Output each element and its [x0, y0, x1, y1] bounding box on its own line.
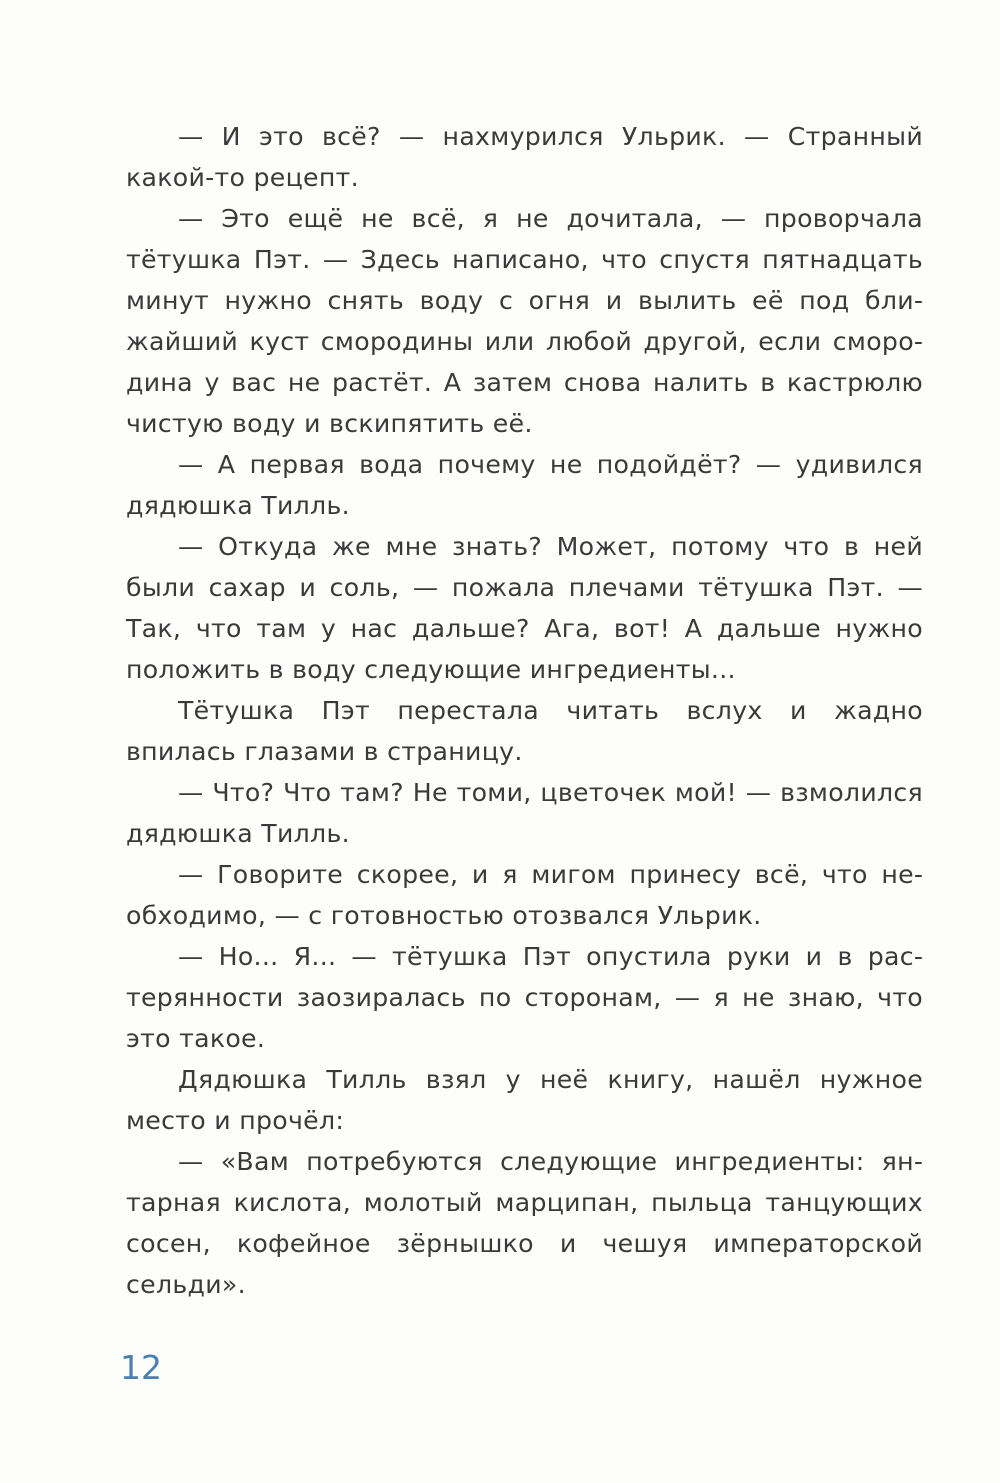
paragraph: — «Вам потребуются следующие ингредиенты: янтарная кислота, молотый марципан, пыльца танцующих сосен, кофейное зёрнышко и чешуя императорской сельди».: [126, 1147, 923, 1299]
paragraph: — Это ещё не всё, я не дочитала, — проворчала тётушка Пэт. — Здесь написано, что спустя пятнадцать минут нужно снять воду с огня и вылить её под ближайший куст смородины или любой другой, если смородина у вас не растёт. А затем снова налить в кастрюлю чистую воду и вскипятить её.: [126, 204, 923, 438]
paragraph: — Откуда же мне знать? Может, потому что в ней были сахар и соль, — пожала плечами тётушка Пэт. — Так, что там у нас дальше? Ага, вот! А дальше нужно положить в воду следующие ингредиенты...: [126, 532, 923, 684]
body-text: [126, 116, 923, 1305]
paragraph: — А первая вода почему не подойдёт? — удивился дядюшка Тилль.: [126, 450, 923, 520]
page-number: 12: [120, 1348, 162, 1387]
paragraph: Дядюшка Тилль взял у неё книгу, нашёл нужное место и прочёл:: [126, 1065, 923, 1135]
paragraph: — Говорите скорее, и я мигом принесу всё, что необходимо, — с готовностью отозвался Ульрик.: [126, 860, 923, 930]
paragraph: Тётушка Пэт перестала читать вслух и жадно впилась глазами в страницу.: [126, 696, 923, 766]
paragraph: — И это всё? — нахмурился Ульрик. — Странный какой-то рецепт.: [126, 122, 923, 192]
paragraph: — Но... Я... — тётушка Пэт опустила руки и в растерянности заозиралась по сторонам, — я не знаю, что это такое.: [126, 942, 923, 1053]
paragraph: — Что? Что там? Не томи, цветочек мой! — взмолился дядюшка Тилль.: [126, 778, 923, 848]
